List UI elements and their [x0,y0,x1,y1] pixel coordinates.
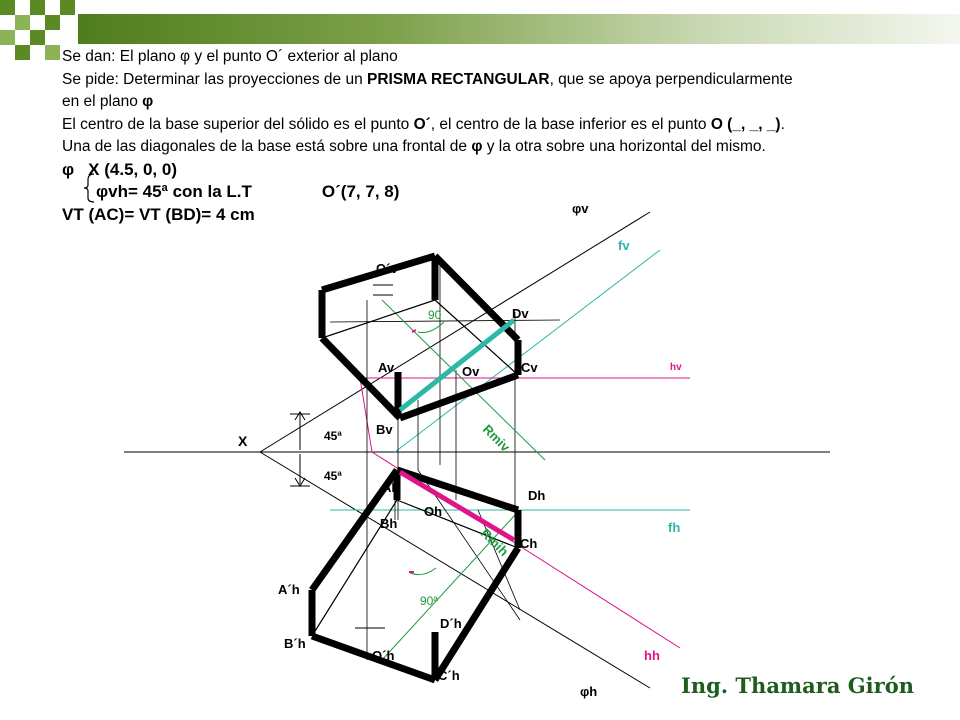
label-o-h: Oh [424,504,443,519]
label-x-axis: X [238,433,248,449]
label-h-v: hv [670,362,682,373]
label-angle-bottom: 45ª [324,469,342,483]
label-a-h: Ah [382,480,400,495]
label-c-v: Cv [521,360,538,375]
label-d-v: Dv [512,306,529,321]
prism-horizontal-hidden [312,500,518,636]
label-o-prime-h: O´h [372,648,395,663]
label-c-h: Ch [520,536,538,551]
label-rmih: Rmih [477,525,512,560]
label-f-h: fh [668,520,681,535]
label-angle-top: 45ª [324,429,342,443]
label-f-v: fv [618,238,630,253]
true-length-data: VT (AC)= VT (BD)= 4 cm [62,204,255,224]
label-o-v: Ov [462,364,480,379]
label-b-h: Bh [380,516,398,531]
label-a-prime-h: A´h [278,582,300,597]
prism-horizontal-projection [312,470,518,680]
label-b-prime-h: B´h [284,636,306,651]
statement-line-4: El centro de la base superior del sólido es el punto O´, el centro de la base inferior es el punto O (_, _, _). [62,115,785,133]
label-b-v: Bv [376,422,393,437]
label-a-v: Av [378,360,395,375]
label-d-prime-h: D´h [440,616,462,631]
plane-data: φ X (4.5, 0, 0) [62,159,177,179]
label-o-prime-v: O´v [376,261,398,276]
label-phi-h: φh [580,684,598,699]
statement-line-1: Se dan: El plano φ y el punto O´ exterior al plano [62,48,398,65]
label-h-h: hh [644,648,660,663]
label-rmiv: Rmiv [479,421,513,455]
statement-line-2: Se pide: Determinar las proyecciones de un PRISMA RECTANGULAR, que se apoya perpendicularmente [62,70,793,88]
perpendicular-v [382,300,545,460]
label-c-prime-h: C´h [438,668,460,683]
statement-line-5: Una de las diagonales de la base está sobre una frontal de φ y la otra sobre una horizontal del mismo. [62,138,766,155]
label-phi-v: φv [572,201,589,216]
brace [84,174,94,202]
label-ninety-top: 90 [428,308,442,322]
plane-angle-data: φvh= 45ª con la L.T O´(7, 7, 8) [96,182,400,201]
author-credit: Ing. Thamara Girón [681,673,914,698]
label-ninety-bottom: 90ª [420,594,438,608]
statement-line-3: en el plano φ [62,93,154,110]
label-d-h: Dh [528,488,546,503]
